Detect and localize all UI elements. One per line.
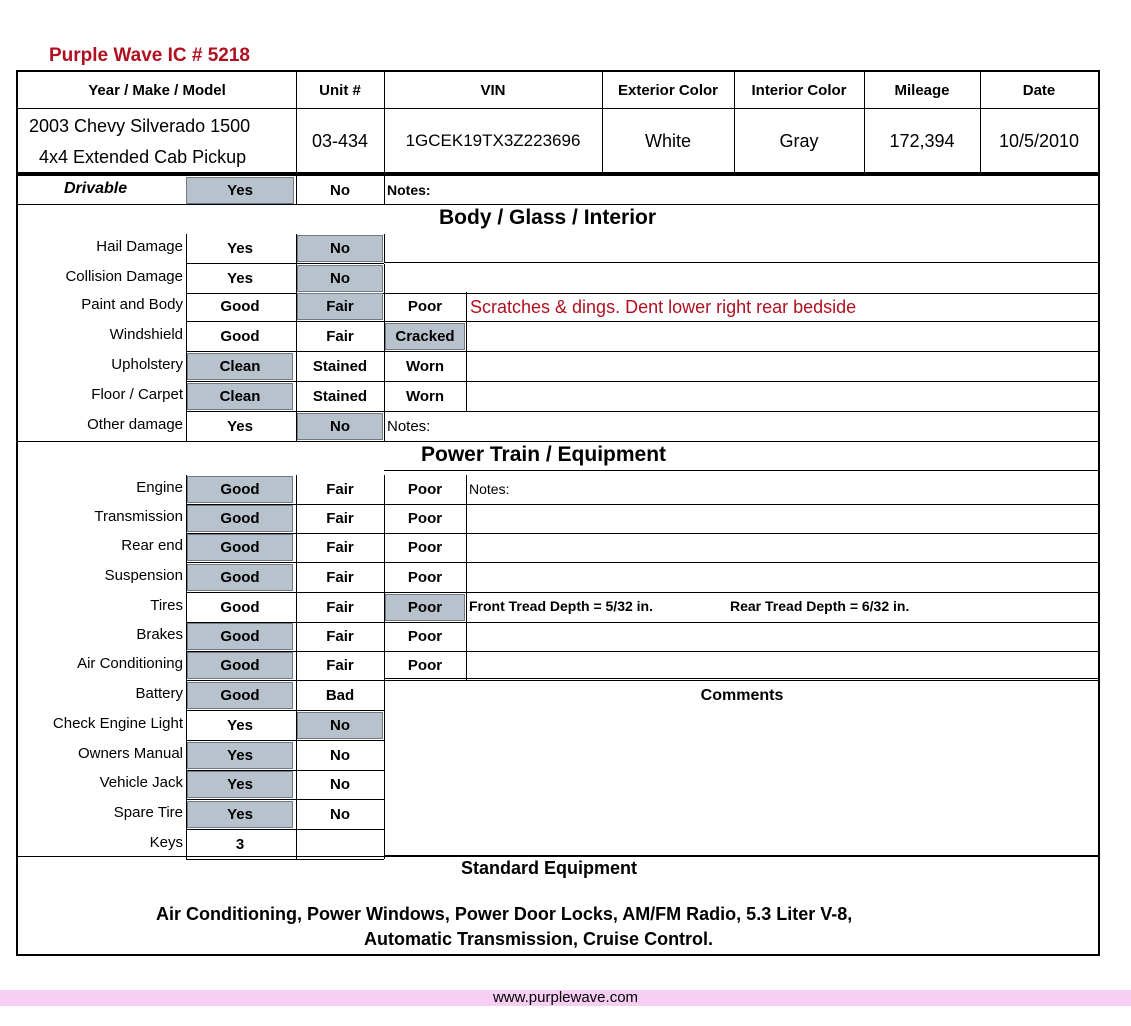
option-brakes-poor[interactable]: Poor: [407, 628, 443, 645]
option-check-engine-light-yes[interactable]: Yes: [227, 717, 253, 734]
option-spare-tire-yes[interactable]: Yes: [187, 801, 293, 828]
col-divider: [296, 741, 297, 770]
row-label-other-damage: Other damage: [87, 416, 183, 433]
option-spare-tire-no[interactable]: No: [330, 806, 350, 823]
col-divider: [384, 292, 385, 321]
mileage-value: 172,394: [889, 130, 955, 151]
row-divider: [186, 411, 1100, 412]
row-label-hail-damage: Hail Damage: [96, 238, 183, 255]
row-label-transmission: Transmission: [94, 508, 183, 525]
col-divider: [186, 681, 187, 710]
divider: [16, 108, 1100, 109]
row-label-vehicle-jack: Vehicle Jack: [99, 774, 183, 791]
col-divider: [186, 622, 187, 651]
col-divider: [186, 651, 187, 680]
standard-equipment-line2: Automatic Transmission, Cruise Control.: [364, 929, 714, 949]
col-divider: [384, 563, 385, 592]
divider: [16, 856, 1100, 857]
col-divider: [186, 711, 187, 740]
option-paint-and-body-poor[interactable]: Poor: [407, 298, 443, 315]
option-tires-good[interactable]: Good: [220, 599, 260, 616]
col-divider: [384, 264, 385, 293]
col-divider: [466, 382, 467, 411]
option-rear-end-good[interactable]: Good: [187, 534, 293, 561]
paint-body-note: Scratches & dings. Dent lower right rear bedside: [470, 297, 857, 317]
footer-url[interactable]: www.purplewave.com: [492, 988, 639, 1006]
col-divider: [296, 770, 297, 799]
col-divider: [296, 352, 297, 381]
col-divider: [296, 264, 297, 293]
option-tires-poor[interactable]: Poor: [385, 594, 465, 621]
vehicle-model-line1: 2003 Chevy Silverado 1500: [29, 116, 251, 136]
col-divider: [466, 322, 467, 351]
col-divider: [296, 504, 297, 533]
option-windshield-cracked[interactable]: Cracked: [385, 323, 465, 350]
option-floor-carpet-stained[interactable]: Stained: [312, 388, 368, 405]
col-divider: [296, 412, 297, 441]
powertrain-section-title: Power Train / Equipment: [421, 443, 667, 466]
row-label-battery: Battery: [135, 685, 183, 702]
col-divider: [186, 412, 187, 441]
col-divider: [384, 322, 385, 351]
option-rear-end-fair[interactable]: Fair: [326, 539, 354, 556]
col-divider: [384, 475, 385, 504]
option-air-conditioning-poor[interactable]: Poor: [407, 657, 443, 674]
interior-color-value: Gray: [779, 130, 819, 151]
col-divider: [296, 382, 297, 411]
col-divider: [466, 504, 467, 533]
row-label-brakes: Brakes: [136, 626, 183, 643]
option-hail-damage-yes[interactable]: Yes: [227, 240, 253, 257]
option-vehicle-jack-yes[interactable]: Yes: [187, 771, 293, 798]
drivable-yes[interactable]: Yes: [186, 177, 294, 204]
divider: [16, 441, 1100, 442]
row-label-floor-carpet: Floor / Carpet: [91, 386, 183, 403]
col-divider: [296, 622, 297, 651]
col-divider: [466, 352, 467, 381]
option-owners-manual-no[interactable]: No: [330, 747, 350, 764]
row-label-air-conditioning: Air Conditioning: [77, 655, 183, 672]
option-upholstery-clean[interactable]: Clean: [187, 353, 293, 380]
option-collision-damage-no[interactable]: No: [297, 265, 383, 292]
col-divider: [186, 800, 187, 829]
row-divider: [186, 263, 384, 264]
row-divider: [186, 562, 1100, 563]
divider: [384, 470, 1100, 471]
col-divider: [466, 533, 467, 562]
col-divider: [296, 533, 297, 562]
col-divider: [186, 234, 187, 263]
col-divider: [384, 504, 385, 533]
exterior-color-value: White: [644, 130, 691, 151]
option-engine-poor[interactable]: Poor: [407, 481, 443, 498]
row-label-suspension: Suspension: [104, 567, 183, 584]
option-rear-end-poor[interactable]: Poor: [407, 539, 443, 556]
col-divider: [384, 234, 385, 263]
other-damage-notes-label: Notes:: [387, 418, 431, 435]
option-hail-damage-no[interactable]: No: [297, 235, 383, 262]
col-header-date: Date: [1022, 81, 1056, 99]
date-value: 10/5/2010: [998, 130, 1080, 151]
row-divider: [186, 740, 384, 741]
col-divider: [296, 475, 297, 504]
row-label-owners-manual: Owners Manual: [77, 745, 183, 762]
option-other-damage-yes[interactable]: Yes: [227, 418, 253, 435]
col-divider: [466, 622, 467, 651]
row-divider: [186, 381, 1100, 382]
col-divider: [384, 593, 385, 622]
col-divider: [186, 292, 187, 321]
row-divider: [186, 351, 1100, 352]
option-air-conditioning-good[interactable]: Good: [187, 652, 293, 679]
option-battery-bad[interactable]: Bad: [325, 687, 355, 704]
option-keys-3[interactable]: 3: [235, 836, 245, 853]
col-divider: [296, 800, 297, 829]
row-divider: [186, 710, 384, 711]
option-suspension-good[interactable]: Good: [187, 564, 293, 591]
col-divider: [466, 292, 467, 321]
option-engine-fair[interactable]: Fair: [326, 481, 354, 498]
tires-front-tread: Front Tread Depth = 5/32 in.: [469, 598, 653, 614]
divider: [384, 262, 1100, 263]
col-header-mileage: Mileage: [894, 81, 950, 99]
engine-notes-label: Notes:: [469, 481, 510, 497]
col-divider: [384, 622, 385, 651]
option-paint-and-body-good[interactable]: Good: [220, 298, 260, 315]
row-label-tires: Tires: [150, 597, 183, 614]
row-divider: [186, 592, 1100, 593]
option-upholstery-worn[interactable]: Worn: [405, 358, 445, 375]
row-label-spare-tire: Spare Tire: [113, 804, 183, 821]
option-transmission-fair[interactable]: Fair: [326, 510, 354, 527]
row-label-check-engine-light: Check Engine Light: [52, 715, 183, 732]
option-engine-good[interactable]: Good: [187, 476, 293, 503]
option-brakes-good[interactable]: Good: [187, 623, 293, 650]
option-transmission-poor[interactable]: Poor: [407, 510, 443, 527]
col-header-interior-color: Interior Color: [751, 81, 847, 99]
col-divider: [296, 234, 297, 263]
unit-number: 03-434: [311, 130, 369, 151]
col-divider: [466, 651, 467, 680]
row-label-collision-damage: Collision Damage: [65, 268, 183, 285]
col-divider: [186, 830, 187, 859]
col-header-exterior-color: Exterior Color: [617, 81, 719, 99]
option-upholstery-stained[interactable]: Stained: [312, 358, 368, 375]
divider: [384, 176, 385, 204]
body-section-title: Body / Glass / Interior: [439, 206, 657, 229]
col-divider: [296, 593, 297, 622]
option-tires-fair[interactable]: Fair: [326, 599, 354, 616]
row-label-paint-and-body: Paint and Body: [81, 296, 183, 313]
col-divider: [466, 475, 467, 504]
tires-rear-tread: Rear Tread Depth = 6/32 in.: [730, 598, 910, 614]
row-label-upholstery: Upholstery: [111, 356, 183, 373]
option-suspension-poor[interactable]: Poor: [407, 569, 443, 586]
col-divider: [186, 741, 187, 770]
row-label-windshield: Windshield: [109, 326, 183, 343]
row-divider: [186, 859, 384, 860]
col-divider: [296, 322, 297, 351]
comments-label: Comments: [700, 687, 784, 704]
col-divider: [296, 711, 297, 740]
col-divider: [384, 651, 385, 680]
col-divider: [384, 533, 385, 562]
option-brakes-fair[interactable]: Fair: [326, 628, 354, 645]
col-divider: [186, 322, 187, 351]
col-divider: [186, 352, 187, 381]
col-header-unit: Unit #: [319, 81, 361, 99]
col-header-model: Year / Make / Model: [88, 81, 226, 99]
col-divider: [186, 563, 187, 592]
vin-value: 1GCEK19TX3Z223696: [405, 131, 581, 150]
col-divider: [296, 681, 297, 710]
option-collision-damage-yes[interactable]: Yes: [227, 270, 253, 287]
row-label-rear-end: Rear end: [121, 537, 183, 554]
col-divider: [186, 770, 187, 799]
vehicle-model-line2: 4x4 Extended Cab Pickup: [39, 147, 247, 167]
col-divider: [384, 382, 385, 411]
row-divider: [186, 829, 384, 830]
col-divider: [296, 563, 297, 592]
col-divider: [466, 563, 467, 592]
drivable-notes-label: Notes:: [387, 182, 431, 198]
option-floor-carpet-worn[interactable]: Worn: [405, 388, 445, 405]
divider: [296, 176, 297, 204]
option-air-conditioning-fair[interactable]: Fair: [326, 657, 354, 674]
row-divider: [186, 799, 384, 800]
col-divider: [466, 593, 467, 622]
col-divider: [186, 264, 187, 293]
divider: [16, 204, 1100, 205]
option-vehicle-jack-no[interactable]: No: [330, 776, 350, 793]
row-label-keys: Keys: [149, 834, 183, 851]
option-check-engine-light-no[interactable]: No: [297, 712, 383, 739]
col-divider: [296, 651, 297, 680]
option-other-damage-no[interactable]: No: [297, 413, 383, 440]
row-divider: [186, 321, 1100, 322]
drivable-label: Drivable: [64, 180, 128, 197]
col-divider: [296, 830, 297, 859]
option-windshield-good[interactable]: Good: [220, 328, 260, 345]
standard-equipment-line1: Air Conditioning, Power Windows, Power Door Locks, AM/FM Radio, 5.3 Liter V-8,: [156, 904, 853, 924]
col-header-vin: VIN: [480, 81, 506, 99]
col-divider: [186, 593, 187, 622]
col-divider: [384, 352, 385, 381]
drivable-no[interactable]: No: [330, 182, 350, 199]
col-divider: [186, 504, 187, 533]
option-owners-manual-yes[interactable]: Yes: [187, 742, 293, 769]
option-transmission-good[interactable]: Good: [187, 505, 293, 532]
col-divider: [186, 533, 187, 562]
option-battery-good[interactable]: Good: [187, 682, 293, 709]
col-divider: [384, 412, 385, 441]
row-label-engine: Engine: [136, 479, 183, 496]
form-title: Purple Wave IC # 5218: [49, 45, 251, 66]
col-divider: [186, 475, 187, 504]
option-floor-carpet-clean[interactable]: Clean: [187, 383, 293, 410]
standard-equipment-title: Standard Equipment: [461, 858, 638, 878]
option-suspension-fair[interactable]: Fair: [326, 569, 354, 586]
option-windshield-fair[interactable]: Fair: [326, 328, 354, 345]
option-paint-and-body-fair[interactable]: Fair: [297, 293, 383, 320]
col-divider: [296, 292, 297, 321]
col-divider: [186, 382, 187, 411]
